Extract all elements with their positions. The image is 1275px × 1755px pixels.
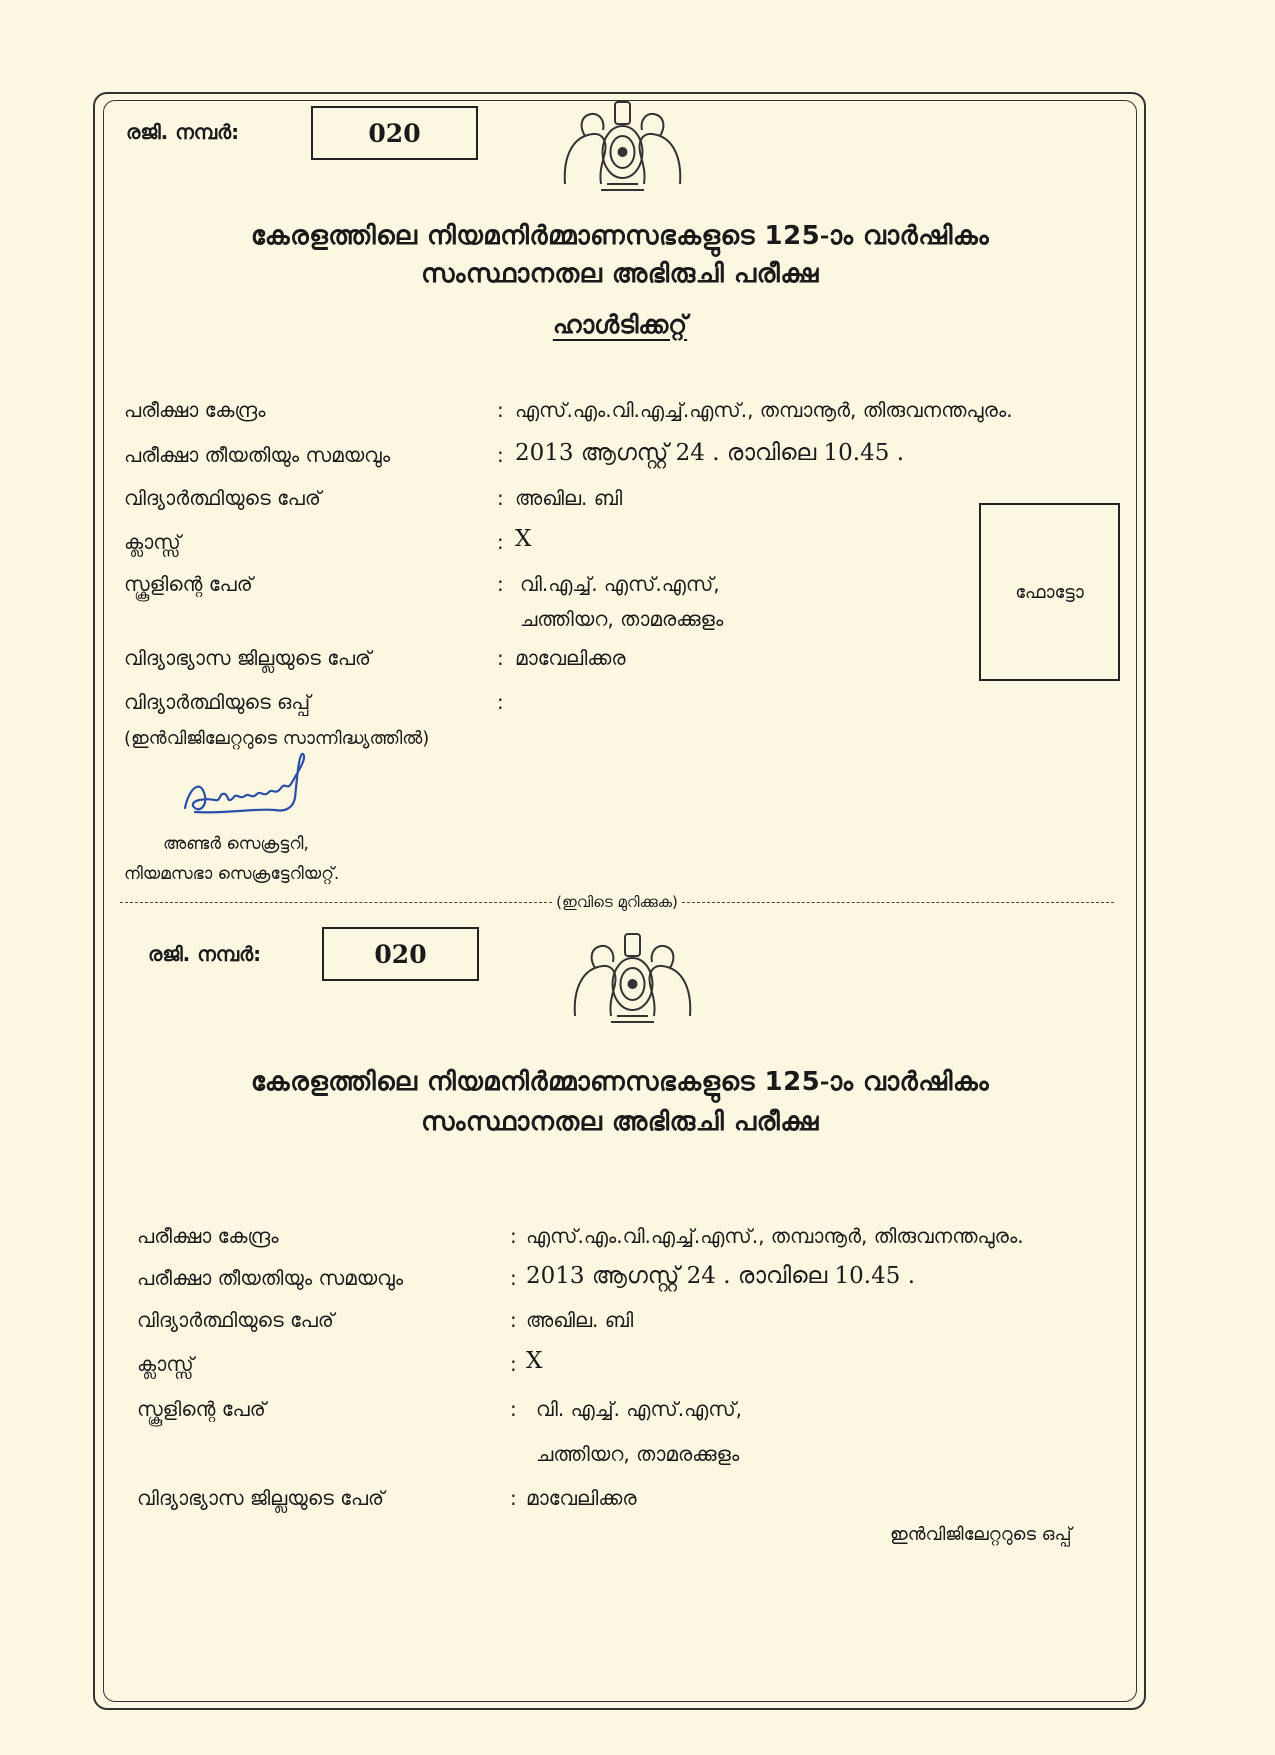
value-class: X — [515, 526, 532, 552]
label-school-name: സ്കൂളിന്റെ പേര് — [124, 572, 253, 596]
colon: : — [497, 690, 504, 714]
value-edu-district: മാവേലിക്കര — [515, 646, 626, 670]
reg-number-label: രജി. നമ്പർ: — [148, 942, 262, 966]
value-student-name: അഖില. ബി — [515, 486, 623, 510]
exam-title-line2: സംസ്ഥാനതല അഭിരുചി പരീക്ഷ — [421, 259, 819, 289]
value-school-name: വി.എച്ച്. എസ്.എസ്, — [520, 572, 720, 596]
value-school-name: വി. എച്ച്. എസ്.എസ്, — [536, 1397, 743, 1421]
invigilator-signature-label: ഇൻവിജിലേറ്ററുടെ ഒപ്പ് — [890, 1524, 1072, 1545]
signatory-office: നിയമസഭാ സെക്രട്ടേറിയറ്റ്. — [124, 864, 340, 884]
reg-number-box: 020 — [322, 927, 479, 981]
label-student-name: വിദ്യാർത്ഥിയുടെ പേര് — [124, 486, 321, 510]
value-class: X — [526, 1348, 543, 1374]
label-edu-district: വിദ്യാഭ്യാസ ജില്ലയുടെ പേര് — [124, 646, 372, 670]
cut-dash-left — [120, 902, 552, 903]
exam-title-line2: സംസ്ഥാനതല അഭിരുചി പരീക്ഷ — [421, 1107, 819, 1137]
colon: : — [510, 1486, 517, 1510]
value-school-place: ചത്തിയറ, താമരക്കുളം — [536, 1442, 740, 1466]
colon: : — [510, 1352, 517, 1376]
colon: : — [510, 1266, 517, 1290]
colon: : — [510, 1308, 517, 1332]
label-class: ക്ലാസ്സ് — [124, 530, 181, 554]
colon: : — [497, 572, 504, 596]
signatory-title: അണ്ടർ സെക്രട്ടറി, — [163, 834, 309, 854]
kerala-state-emblem-icon — [565, 928, 700, 1028]
handwritten-signature-icon — [175, 748, 335, 828]
label-school-name: സ്കൂളിന്റെ പേര് — [137, 1397, 266, 1421]
kerala-state-emblem-icon — [555, 96, 690, 196]
colon: : — [497, 646, 504, 670]
value-exam-center: എസ്.എം.വി.എച്ച്.എസ്., തമ്പാനൂർ, തിരുവനന്തപുരം. — [526, 1224, 1024, 1248]
label-exam-center: പരീക്ഷാ കേന്ദ്രം — [137, 1224, 279, 1248]
label-exam-date-time: പരീക്ഷാ തീയതിയും സമയവും — [137, 1266, 404, 1290]
value-student-name: അഖില. ബി — [526, 1308, 634, 1332]
exam-title-line1: കേരളത്തിലെ നിയമനിർമ്മാണസഭകളുടെ 125-ാം വാർഷികം — [250, 221, 990, 251]
colon: : — [497, 486, 504, 510]
reg-number-label: രജി. നമ്പർ: — [126, 120, 240, 144]
value-exam-center: എസ്.എം.വി.എച്ച്.എസ്., തമ്പാനൂർ, തിരുവനന്തപുരം. — [515, 398, 1013, 422]
photo-label: ഫോട്ടോ — [1015, 581, 1084, 603]
cut-line — [120, 890, 1114, 914]
label-class: ക്ലാസ്സ് — [137, 1352, 194, 1376]
label-edu-district: വിദ്യാഭ്യാസ ജില്ലയുടെ പേര് — [137, 1486, 385, 1510]
value-exam-date-time: 2013 ആഗസ്റ്റ് 24 . രാവിലെ 10.45 . — [526, 1263, 916, 1289]
cut-dash-right — [682, 902, 1114, 903]
photo-box — [979, 503, 1120, 681]
value-exam-date-time: 2013 ആഗസ്റ്റ് 24 . രാവിലെ 10.45 . — [515, 440, 905, 466]
hall-ticket-heading — [103, 310, 1137, 340]
colon: : — [510, 1397, 517, 1421]
label-student-signature: വിദ്യാർത്ഥിയുടെ ഒപ്പ് — [124, 690, 311, 714]
colon: : — [497, 443, 504, 467]
presence-note: (ഇൻവിജിലേറ്ററുടെ സാന്നിദ്ധ്യത്തിൽ) — [124, 728, 430, 749]
reg-number-box: 020 — [311, 106, 478, 160]
label-exam-center: പരീക്ഷാ കേന്ദ്രം — [124, 398, 266, 422]
label-student-name: വിദ്യാർത്ഥിയുടെ പേര് — [137, 1308, 334, 1332]
hall-ticket-text: ഹാൾടിക്കറ്റ് — [552, 310, 688, 339]
colon: : — [497, 398, 504, 422]
exam-title-line1: കേരളത്തിലെ നിയമനിർമ്മാണസഭകളുടെ 125-ാം വാർഷികം — [250, 1067, 990, 1097]
cut-here-text: (ഇവിടെ മുറിക്കുക) — [556, 893, 678, 911]
label-exam-date-time: പരീക്ഷാ തീയതിയും സമയവും — [124, 443, 391, 467]
colon: : — [510, 1224, 517, 1248]
colon: : — [497, 530, 504, 554]
value-school-place: ചത്തിയറ, താമരക്കുളം — [520, 607, 724, 631]
value-edu-district: മാവേലിക്കര — [526, 1486, 637, 1510]
